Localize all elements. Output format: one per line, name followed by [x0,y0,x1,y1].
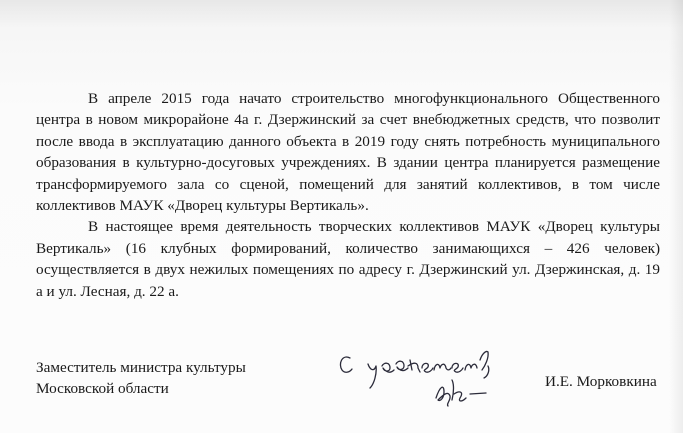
signer-position-line2: Московской области [36,380,169,397]
page-edge-shadow [669,0,683,433]
signer-position-line1: Заместитель министра культуры [36,359,246,376]
signer-position [36,357,246,399]
letter-body [36,88,660,302]
paragraph-construction: В апреле 2015 года начато строительство многофункционального Общественного центра в новом микрорайоне 4а г. Дзержинский за счет внебюджетных средств, что позволит после ввода в эксплуатацию данного объекта в 2019 году снять потребность муниципального образования в культурно-досуговых учреждениях. В здании центра планируется размещение трансформируемого зала со сценой, помещений для занятий коллективов, в том числе коллективов МАУК «Дворец культуры Вертикаль». [36,90,660,215]
signer-name: И.Е. Морковкина [545,373,657,390]
paragraph-current-activity: В настоящее время деятельность творческих коллективов МАУК «Дворец культуры Вертикаль» (16 клубных формирований, количество занимающихся – 426 человек) осуществляется в двух нежилых помещениях по адресу г. Дзержинский ул. Дзержинская, д. 19 а и ул. Лесная, д. 22 а. [36,218,660,300]
handwritten-signature [336,340,516,415]
page-shadow [0,0,683,28]
